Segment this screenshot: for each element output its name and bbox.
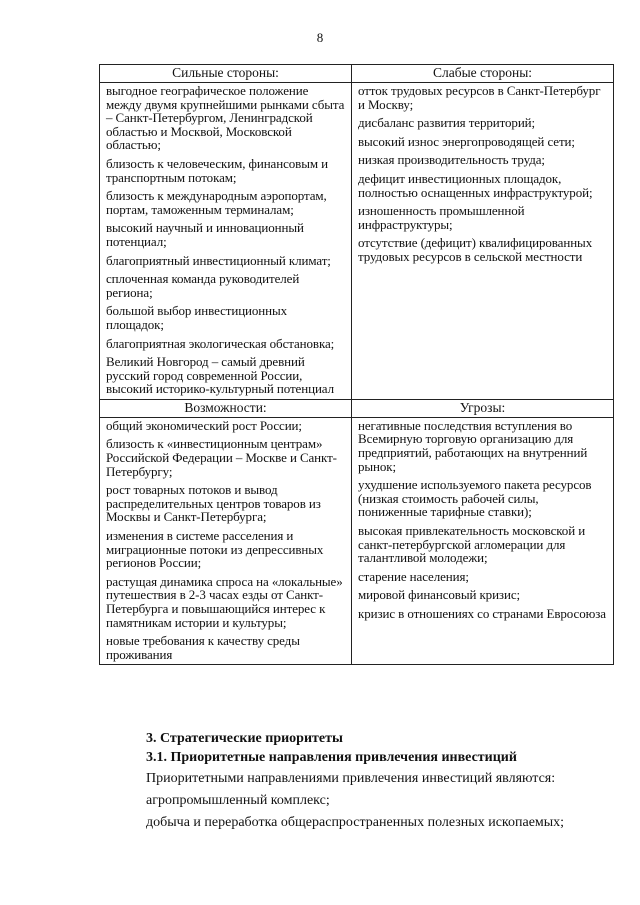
swot-table: [99, 64, 614, 665]
opportunity-item: растущая динамика спроса на «локальные» путешествия в 2-3 часах езды от Санкт-Петербурга и повышающийся интерес к памятникам истории и культуры;: [106, 573, 343, 630]
section-heading: 3. Стратегические приоритеты: [146, 731, 343, 746]
weakness-item: отсутствие (дефицит) квалифицированных трудовых ресурсов в сельской местности: [358, 235, 593, 264]
strength-item: высокий научный и инновационный потенциал;: [106, 220, 304, 249]
threat-item: ухудшение используемого пакета ресурсов (низкая стоимость рабочей силы, пониженные тарифные ставки);: [358, 477, 592, 520]
strength-item: большой выбор инвестиционных площадок;: [106, 303, 288, 332]
weakness-item: дефицит инвестиционных площадок, полностью оснащенных инфраструктурой;: [358, 170, 593, 200]
weakness-item: дисбаланс развития территорий;: [358, 115, 536, 131]
strength-item: благоприятный инвестиционный климат;: [106, 252, 331, 268]
strength-item: выгодное географическое положение между двумя крупнейшими рынками сбыта – Санкт-Петербургом, Ленинградской областью и Москвой, Московской областью;: [106, 83, 345, 153]
strength-item: сплоченная команда руководителей региона;: [106, 271, 300, 300]
opportunity-item: рост товарных потоков и вывод распределительных центров товаров из Москвы и Санкт-Петербурга;: [106, 482, 321, 525]
opportunity-item: близость к «инвестиционным центрам» Российской Федерации – Москве и Санкт-Петербургу;: [106, 436, 337, 479]
opportunities-header: Возможности:: [100, 399, 352, 417]
section-intro: Приоритетными направлениями привлечения инвестиций являются:: [146, 771, 556, 786]
threat-item: кризис в отношениях со странами Евросоюза: [358, 606, 606, 621]
threat-item: мировой финансовый кризис;: [358, 587, 521, 603]
opportunity-item: изменения в системе расселения и миграционные потоки из депрессивных регионов России;: [106, 528, 324, 571]
threats-cell: [352, 417, 614, 665]
swot-header-row-bottom: [100, 399, 614, 417]
strengths-cell: [100, 83, 352, 400]
swot-body-row-bottom: [100, 417, 614, 665]
section-subheading: 3.1. Приоритетные направления привлечения инвестиций: [146, 750, 517, 765]
weakness-item: низкая производительность труда;: [358, 152, 545, 168]
weaknesses-header: Слабые стороны:: [352, 65, 614, 83]
priority-item: добыча и переработка общераспространенных полезных ископаемых;: [146, 815, 565, 830]
opportunity-item: общий экономический рост России;: [106, 417, 302, 433]
weakness-item: отток трудовых ресурсов в Санкт-Петербург и Москву;: [358, 83, 601, 112]
page-number: 8: [316, 30, 324, 45]
opportunities-cell: [100, 417, 352, 665]
threats-header: Угрозы:: [352, 399, 614, 417]
strength-item: Великий Новгород – самый древний русский город современной России, высокий историко-культурный потенциал: [106, 354, 334, 397]
strengths-header: Сильные стороны:: [100, 65, 352, 83]
priority-item: агропромышленный комплекс;: [146, 793, 330, 808]
strength-item: благоприятная экологическая обстановка;: [106, 335, 335, 351]
swot-body-row-top: [100, 83, 614, 400]
threat-item: старение населения;: [358, 568, 469, 584]
threat-item: негативные последствия вступления во Всемирную торговую организацию для предприятий, работающих на внутренний рынок;: [358, 417, 588, 474]
threat-item: высокая привлекательность московской и санкт-петербургской агломерации для талантливой молодежи;: [358, 523, 586, 566]
weakness-item: высокий износ энергопроводящей сети;: [358, 133, 575, 149]
weakness-item: изношенность промышленной инфраструктуры;: [358, 203, 525, 232]
swot-header-row-top: [100, 65, 614, 83]
opportunity-item: новые требования к качеству среды проживания: [106, 633, 300, 662]
strength-item: близость к человеческим, финансовым и транспортным потокам;: [106, 155, 328, 185]
strength-item: близость к международным аэропортам, портам, таможенным терминалам;: [106, 188, 327, 217]
weaknesses-cell: [352, 83, 614, 400]
